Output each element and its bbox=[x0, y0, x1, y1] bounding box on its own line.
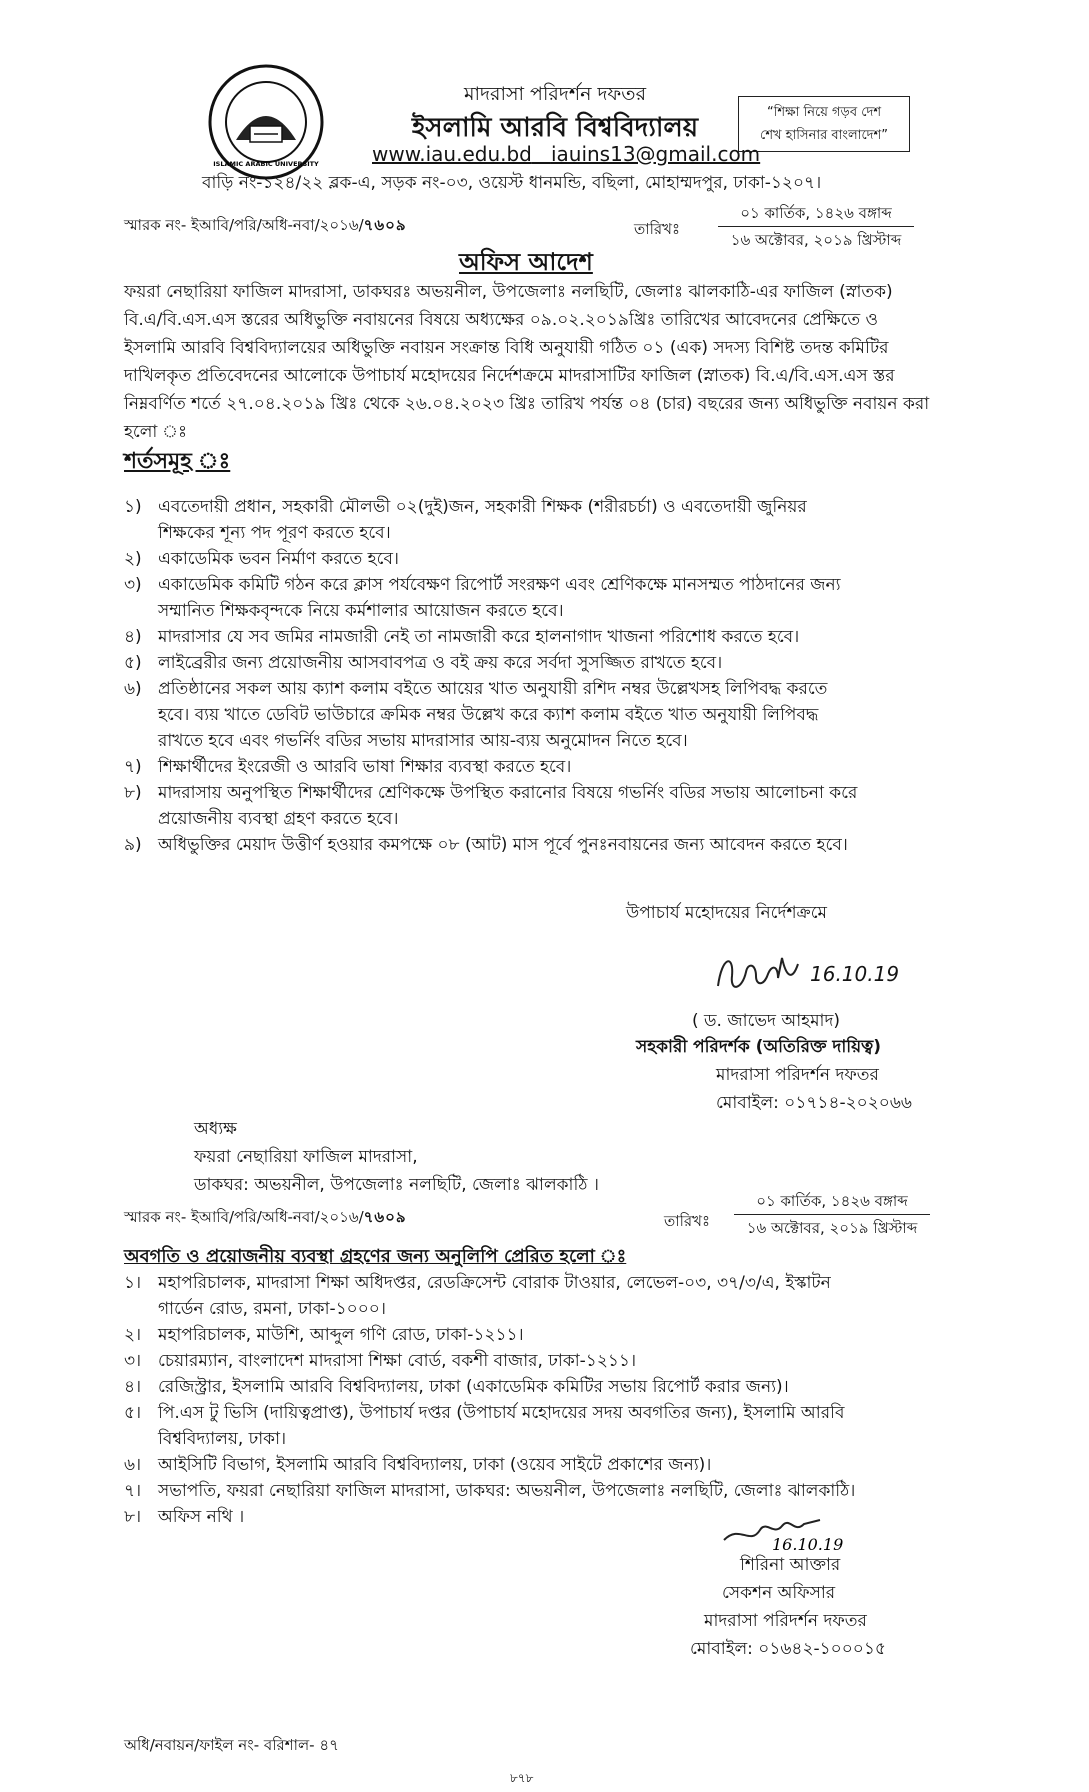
order-body bbox=[124, 278, 954, 446]
memo2-date bbox=[734, 1188, 930, 1241]
signature-2 bbox=[720, 1506, 844, 1556]
order-heading: অফিস আদেশ bbox=[459, 248, 593, 276]
order-line: বি.এ/বি.এস.এস স্তরের অধিভুক্তি নবায়নের বিষয়ে অধ্যক্ষের ০৯.০২.২০১৯খ্রিঃ তারিখের আবেদনের প্রেক্ষিতে ও bbox=[124, 310, 879, 330]
condition-item bbox=[124, 572, 954, 624]
condition-item bbox=[124, 624, 954, 650]
copy-text: বিশ্ববিদ্যালয়, ঢাকা। bbox=[158, 1429, 287, 1449]
condition-number: ৬) bbox=[124, 679, 142, 699]
slogan-box bbox=[738, 96, 910, 152]
email-link[interactable]: iauins13@gmail.com bbox=[550, 142, 761, 166]
copy-item bbox=[124, 1348, 954, 1374]
copy-text: গার্ডেন রোড, রমনা, ঢাকা-১০০০। bbox=[158, 1299, 386, 1319]
condition-number: ৮) bbox=[124, 783, 142, 803]
signatory-2-designation: সেকশন অফিসার bbox=[722, 1583, 836, 1603]
copy-text: সভাপতি, ফয়রা নেছারিয়া ফাজিল মাদরাসা, ডাকঘর: অভয়নীল, উপজেলাঃ নলছিটি, জেলাঃ ঝালকাঠি। bbox=[158, 1481, 856, 1501]
conditions-list bbox=[124, 494, 954, 858]
copy-text: মহাপরিচালক, মাউশি, আব্দুল গণি রোড, ঢাকা-১২১১। bbox=[158, 1325, 524, 1345]
condition-item bbox=[124, 676, 954, 754]
signatory-2-office: মাদরাসা পরিদর্শন দফতর bbox=[704, 1611, 867, 1631]
signature-1-date: 16.10.19 bbox=[810, 962, 900, 986]
copy-number: ১। bbox=[124, 1273, 142, 1293]
signatory-1-designation: সহকারী পরিদর্শক (অতিরিক্ত দায়িত্ব) bbox=[636, 1037, 882, 1057]
memo-label: স্মারক নং- ইআবি/পরি/অধি-নবা/২০১৬/ bbox=[124, 216, 364, 234]
condition-item bbox=[124, 650, 954, 676]
slogan-line-2: শেখ হাসিনার বাংলাদেশ” bbox=[760, 128, 888, 143]
copy-number: ৪। bbox=[124, 1377, 142, 1397]
condition-text: শিক্ষকের শূন্য পদ পূরণ করতে হবে। bbox=[158, 523, 391, 543]
copy-text: রেজিস্ট্রার, ইসলামি আরবি বিশ্ববিদ্যালয়, ঢাকা (একাডেমিক কমিটির সভায় রিপোর্ট করার জন্য)। bbox=[158, 1377, 789, 1397]
condition-text: প্রতিষ্ঠানের সকল আয় ক্যাশ কলাম বইতে আয়ের খাত অনুযায়ী রশিদ নম্বর উল্লেখসহ লিপিবদ্ধ করতে bbox=[158, 679, 828, 699]
page-number: ৮৭৮ bbox=[510, 1771, 534, 1785]
copy-item bbox=[124, 1400, 954, 1452]
order-line: ইসলামি আরবি বিশ্ববিদ্যালয়ের অধিভুক্তি নবায়ন সংক্রান্ত বিধি অনুযায়ী গঠিত ০১ (এক) সদস্য বিশিষ্ট তদন্ত কমিটির bbox=[124, 338, 889, 358]
copies-heading: অবগতি ও প্রয়োজনীয় ব্যবস্থা গ্রহণের জন্য অনুলিপি প্রেরিত হলো ঃ bbox=[124, 1246, 627, 1267]
signatory-2-name: শিরিনা আক্তার bbox=[740, 1555, 841, 1575]
copy-text: আইসিটি বিভাগ, ইসলামি আরবি বিশ্ববিদ্যালয়, ঢাকা (ওয়েব সাইটে প্রকাশের জন্য)। bbox=[158, 1455, 712, 1475]
recipient-title: অধ্যক্ষ bbox=[194, 1119, 237, 1139]
file-number: অধি/নবায়ন/ফাইল নং- বরিশাল- ৪৭ bbox=[124, 1736, 339, 1754]
copy-item bbox=[124, 1478, 954, 1504]
university-logo bbox=[206, 62, 326, 182]
copy-number: ২। bbox=[124, 1325, 142, 1345]
date-bangla: ০১ কার্তিক, ১৪২৬ বঙ্গাব্দ bbox=[740, 204, 892, 222]
condition-item bbox=[124, 546, 954, 572]
condition-text: একাডেমিক কমিটি গঠন করে ক্লাস পর্যবেক্ষণ রিপোর্ট সংরক্ষণ এবং শ্রেণিকক্ষে মানসম্মত পাঠদানের জন্য bbox=[158, 575, 841, 595]
signature-2-date: 16.10.19 bbox=[772, 1535, 844, 1554]
order-line: দাখিলকৃত প্রতিবেদনের আলোকে উপাচার্য মহোদয়ের নির্দেশক্রমে মাদরাসাটির ফাজিল (স্নাতক) বি.এ/বি.এস.এস স্তর bbox=[124, 366, 895, 386]
condition-text: লাইব্রেরীর জন্য প্রয়োজনীয় আসবাবপত্র ও বই ক্রয় করে সর্বদা সুসজ্জিত রাখতে হবে। bbox=[158, 653, 723, 673]
university-name: ইসলামি আরবি বিশ্ববিদ্যালয় bbox=[411, 113, 699, 143]
condition-text: শিক্ষার্থীদের ইংরেজী ও আরবি ভাষা শিক্ষার ব্যবস্থা করতে হবে। bbox=[158, 757, 572, 777]
memo2-label: স্মারক নং- ইআবি/পরি/অধি-নবা/২০১৬/ bbox=[124, 1208, 364, 1226]
order-line: হলো ঃ bbox=[124, 422, 188, 442]
memo-date bbox=[718, 200, 914, 253]
copy-number: ৩। bbox=[124, 1351, 142, 1371]
condition-number: ৫) bbox=[124, 653, 142, 673]
website-link[interactable]: www.iau.edu.bd bbox=[372, 142, 532, 166]
copy-text: মহাপরিচালক, মাদরাসা শিক্ষা অধিদপ্তর, রেডক্রিসেন্ট বোরাক টাওয়ার, লেভেল-০৩, ৩৭/৩/এ, ইস্কাটন bbox=[158, 1273, 831, 1293]
conditions-heading: শর্তসমূহ ঃ bbox=[124, 449, 231, 474]
date-label: তারিখঃ bbox=[634, 220, 680, 238]
condition-text: মাদরাসায় অনুপস্থিত শিক্ষার্থীদের শ্রেণিকক্ষে উপস্থিত করানোর বিষয়ে গভর্নিং বডির সভায় আলোচনা করে bbox=[158, 783, 858, 803]
copy-item bbox=[124, 1452, 954, 1478]
condition-number: ৩) bbox=[124, 575, 142, 595]
memo2-handwritten-number: ৭৬০৯ bbox=[363, 1208, 407, 1226]
condition-number: ৭) bbox=[124, 757, 142, 777]
condition-text: এবতেদায়ী প্রধান, সহকারী মৌলভী ০২(দুই)জন, সহকারী শিক্ষক (শরীরচর্চা) ও এবতেদায়ী জুনিয়র bbox=[158, 497, 807, 517]
condition-number: ৪) bbox=[124, 627, 142, 647]
condition-text: সম্মানিত শিক্ষকবৃন্দকে নিয়ে কর্মশালার আয়োজন করতে হবে। bbox=[158, 601, 564, 621]
condition-number: ১) bbox=[124, 497, 142, 517]
condition-number: ২) bbox=[124, 549, 142, 569]
copy-text: চেয়ারম্যান, বাংলাদেশ মাদরাসা শিক্ষা বোর্ড, বকশী বাজার, ঢাকা-১২১১। bbox=[158, 1351, 637, 1371]
signatory-1-office: মাদরাসা পরিদর্শন দফতর bbox=[716, 1065, 879, 1085]
copy-item bbox=[124, 1374, 954, 1400]
condition-item bbox=[124, 494, 954, 546]
signature-1 bbox=[712, 946, 802, 1000]
memo2-date-label: তারিখঃ bbox=[664, 1212, 710, 1230]
recipient-address: ডাকঘর: অভয়নীল, উপজেলাঃ নলছিটি, জেলাঃ ঝালকাঠি । bbox=[194, 1175, 599, 1195]
copy-text: পি.এস টু ভিসি (দায়িত্বপ্রাপ্ত), উপাচার্য দপ্তর (উপাচার্য মহোদয়ের সদয় অবগতির জন্য), ইসলামি আরবি bbox=[158, 1403, 845, 1423]
condition-item bbox=[124, 832, 954, 858]
copy-item bbox=[124, 1322, 954, 1348]
logo-text: ISLAMIC ARABIC UNIVERSITY bbox=[213, 160, 319, 168]
copy-item bbox=[124, 1270, 954, 1322]
office-address: বাড়ি নং-১২৪/২২ ব্লক-এ, সড়ক নং-০৩, ওয়েস্ট ধানমন্ডি, বছিলা, মোহাম্মদপুর, ঢাকা-১২০৭। bbox=[202, 173, 822, 193]
condition-text: রাখতে হবে এবং গভর্নিং বডির সভায় মাদরাসার আয়-ব্যয় অনুমোদন নিতে হবে। bbox=[158, 731, 688, 751]
condition-number: ৯) bbox=[124, 835, 142, 855]
condition-text: অধিভুক্তির মেয়াদ উত্তীর্ণ হওয়ার কমপক্ষে ০৮ (আট) মাস পূর্বে পুনঃনবায়নের জন্য আবেদন করতে হবে। bbox=[158, 835, 848, 855]
copy-number: ৫। bbox=[124, 1403, 142, 1423]
order-line: ফয়রা নেছারিয়া ফাজিল মাদরাসা, ডাকঘরঃ অভয়নীল, উপজেলাঃ নলছিটি, জেলাঃ ঝালকাঠি-এর ফাজিল (স্নাতক) bbox=[124, 282, 893, 302]
office-name: মাদরাসা পরিদর্শন দফতর bbox=[463, 83, 647, 105]
signatory-1-name: ( ড. জাভেদ আহমাদ) bbox=[692, 1011, 841, 1031]
memo-handwritten-number: ৭৬০৯ bbox=[363, 216, 407, 234]
copy-number: ৭। bbox=[124, 1481, 142, 1501]
condition-item bbox=[124, 754, 954, 780]
memo2-date-bangla: ০১ কার্তিক, ১৪২৬ বঙ্গাব্দ bbox=[756, 1192, 908, 1210]
contact-row bbox=[372, 142, 760, 166]
date-gregorian: ১৬ অক্টোবর, ২০১৯ খ্রিস্টাব্দ bbox=[718, 226, 914, 253]
copy-number: ৬। bbox=[124, 1455, 142, 1475]
condition-text: হবে। ব্যয় খাতে ডেবিট ভাউচারে ক্রমিক নম্বর উল্লেখ করে ক্যাশ কলাম বইতে খাত অনুযায়ী লিপিবদ্ধ bbox=[158, 705, 819, 725]
recipient-madrasa: ফয়রা নেছারিয়া ফাজিল মাদরাসা, bbox=[194, 1147, 418, 1167]
condition-text: মাদরাসার যে সব জমির নামজারী নেই তা নামজারী করে হালনাগাদ খাজনা পরিশোধ করতে হবে। bbox=[158, 627, 800, 647]
memo-number bbox=[124, 214, 407, 239]
slogan-line-1: “শিক্ষা নিয়ে গড়ব দেশ bbox=[766, 105, 882, 120]
copies-list bbox=[124, 1270, 954, 1530]
condition-item bbox=[124, 780, 954, 832]
by-order-text: উপাচার্য মহোদয়ের নির্দেশক্রমে bbox=[626, 903, 827, 923]
signatory-2-mobile: মোবাইল: ০১৬৪২-১০০০১৫ bbox=[690, 1639, 886, 1659]
memo2-date-gregorian: ১৬ অক্টোবর, ২০১৯ খ্রিস্টাব্দ bbox=[734, 1214, 930, 1241]
signatory-1-mobile: মোবাইল: ০১৭১৪-২০২০৬৬ bbox=[716, 1093, 912, 1113]
order-line: নিম্নবর্ণিত শর্তে ২৭.০৪.২০১৯ খ্রিঃ থেকে ২৬.০৪.২০২৩ খ্রিঃ তারিখ পর্যন্ত ০৪ (চার) বছরের জন্য অধিভুক্তি নবায়ন করা bbox=[124, 394, 930, 414]
copy-text: অফিস নথি । bbox=[158, 1507, 245, 1527]
condition-text: একাডেমিক ভবন নির্মাণ করতে হবে। bbox=[158, 549, 399, 569]
copy-number: ৮। bbox=[124, 1507, 142, 1527]
condition-text: প্রয়োজনীয় ব্যবস্থা গ্রহণ করতে হবে। bbox=[158, 809, 399, 829]
memo2-number bbox=[124, 1206, 407, 1231]
